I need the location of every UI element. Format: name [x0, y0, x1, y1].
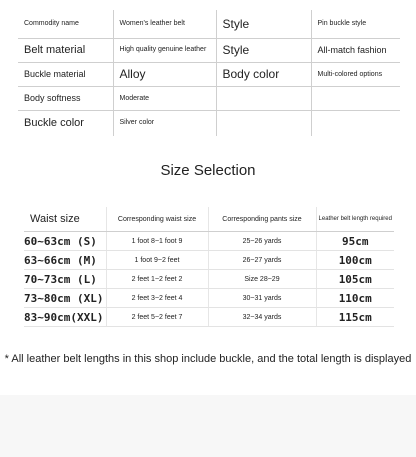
belt-length: 105cm — [316, 270, 394, 289]
spec-value: All-match fashion — [311, 38, 400, 62]
size-row — [24, 251, 394, 270]
spec-value: High quality genuine leather — [113, 38, 216, 62]
size-row — [24, 289, 394, 308]
spec-value — [311, 110, 400, 136]
spec-value: Moderate — [113, 86, 216, 110]
footer-band — [0, 395, 416, 457]
size-row — [24, 270, 394, 289]
spec-label: Buckle color — [18, 110, 113, 136]
waist-ft: 2 feet 1~2 feet 2 — [106, 270, 208, 289]
pants-size: Size 28~29 — [208, 270, 316, 289]
spec-value: Women's leather belt — [113, 10, 216, 38]
spec-label: Style — [216, 38, 311, 62]
size-code: (L) — [76, 272, 97, 286]
waist-size — [24, 308, 106, 327]
waist-range: 60~63cm — [24, 234, 71, 248]
size-header-row — [24, 207, 394, 232]
waist-size — [24, 270, 106, 289]
belt-length: 115cm — [316, 308, 394, 327]
product-spec-table — [18, 10, 400, 136]
belt-length: 95cm — [316, 232, 394, 251]
pants-size: 30~31 yards — [208, 289, 316, 308]
spec-label — [216, 86, 311, 110]
pants-size: 32~34 yards — [208, 308, 316, 327]
spec-label: Commodity name — [18, 10, 113, 38]
length-note: * All leather belt lengths in this shop include buckle, and the total length is displayed — [4, 353, 412, 365]
spec-row — [18, 38, 400, 62]
waist-size — [24, 232, 106, 251]
waist-range: 70~73cm — [24, 272, 71, 286]
waist-range: 63~66cm — [24, 253, 71, 267]
waist-range: 83~90cm — [24, 310, 71, 324]
spec-row — [18, 86, 400, 110]
spec-label: Body softness — [18, 86, 113, 110]
spec-value: Pin buckle style — [311, 10, 400, 38]
spec-label: Buckle material — [18, 62, 113, 86]
header-length: Leather belt length required — [316, 207, 394, 232]
header-pants: Corresponding pants size — [208, 207, 316, 232]
spec-value: Multi-colored options — [311, 62, 400, 86]
waist-range: 73~80cm — [24, 291, 71, 305]
size-row — [24, 308, 394, 327]
spec-row — [18, 62, 400, 86]
size-code: (S) — [76, 234, 97, 248]
spec-value — [311, 86, 400, 110]
belt-length: 110cm — [316, 289, 394, 308]
spec-label — [216, 110, 311, 136]
header-waist-ft: Corresponding waist size — [106, 207, 208, 232]
spec-label: Belt material — [18, 38, 113, 62]
size-row — [24, 232, 394, 251]
size-code: (XXL) — [70, 310, 104, 324]
section-title: Size Selection — [160, 162, 256, 179]
spec-value: Silver color — [113, 110, 216, 136]
header-waist-size: Waist size — [24, 207, 106, 232]
waist-ft: 1 foot 9~2 feet — [106, 251, 208, 270]
spec-label: Body color — [216, 62, 311, 86]
size-table — [24, 207, 394, 327]
waist-ft: 2 feet 5~2 feet 7 — [106, 308, 208, 327]
waist-size — [24, 289, 106, 308]
belt-length: 100cm — [316, 251, 394, 270]
waist-ft: 1 foot 8~1 foot 9 — [106, 232, 208, 251]
spec-label: Style — [216, 10, 311, 38]
spec-value: Alloy — [113, 62, 216, 86]
spec-row — [18, 10, 400, 38]
size-code: (M) — [76, 253, 97, 267]
waist-size — [24, 251, 106, 270]
spec-row — [18, 110, 400, 136]
pants-size: 25~26 yards — [208, 232, 316, 251]
size-code: (XL) — [76, 291, 104, 305]
pants-size: 26~27 yards — [208, 251, 316, 270]
waist-ft: 2 feet 3~2 feet 4 — [106, 289, 208, 308]
